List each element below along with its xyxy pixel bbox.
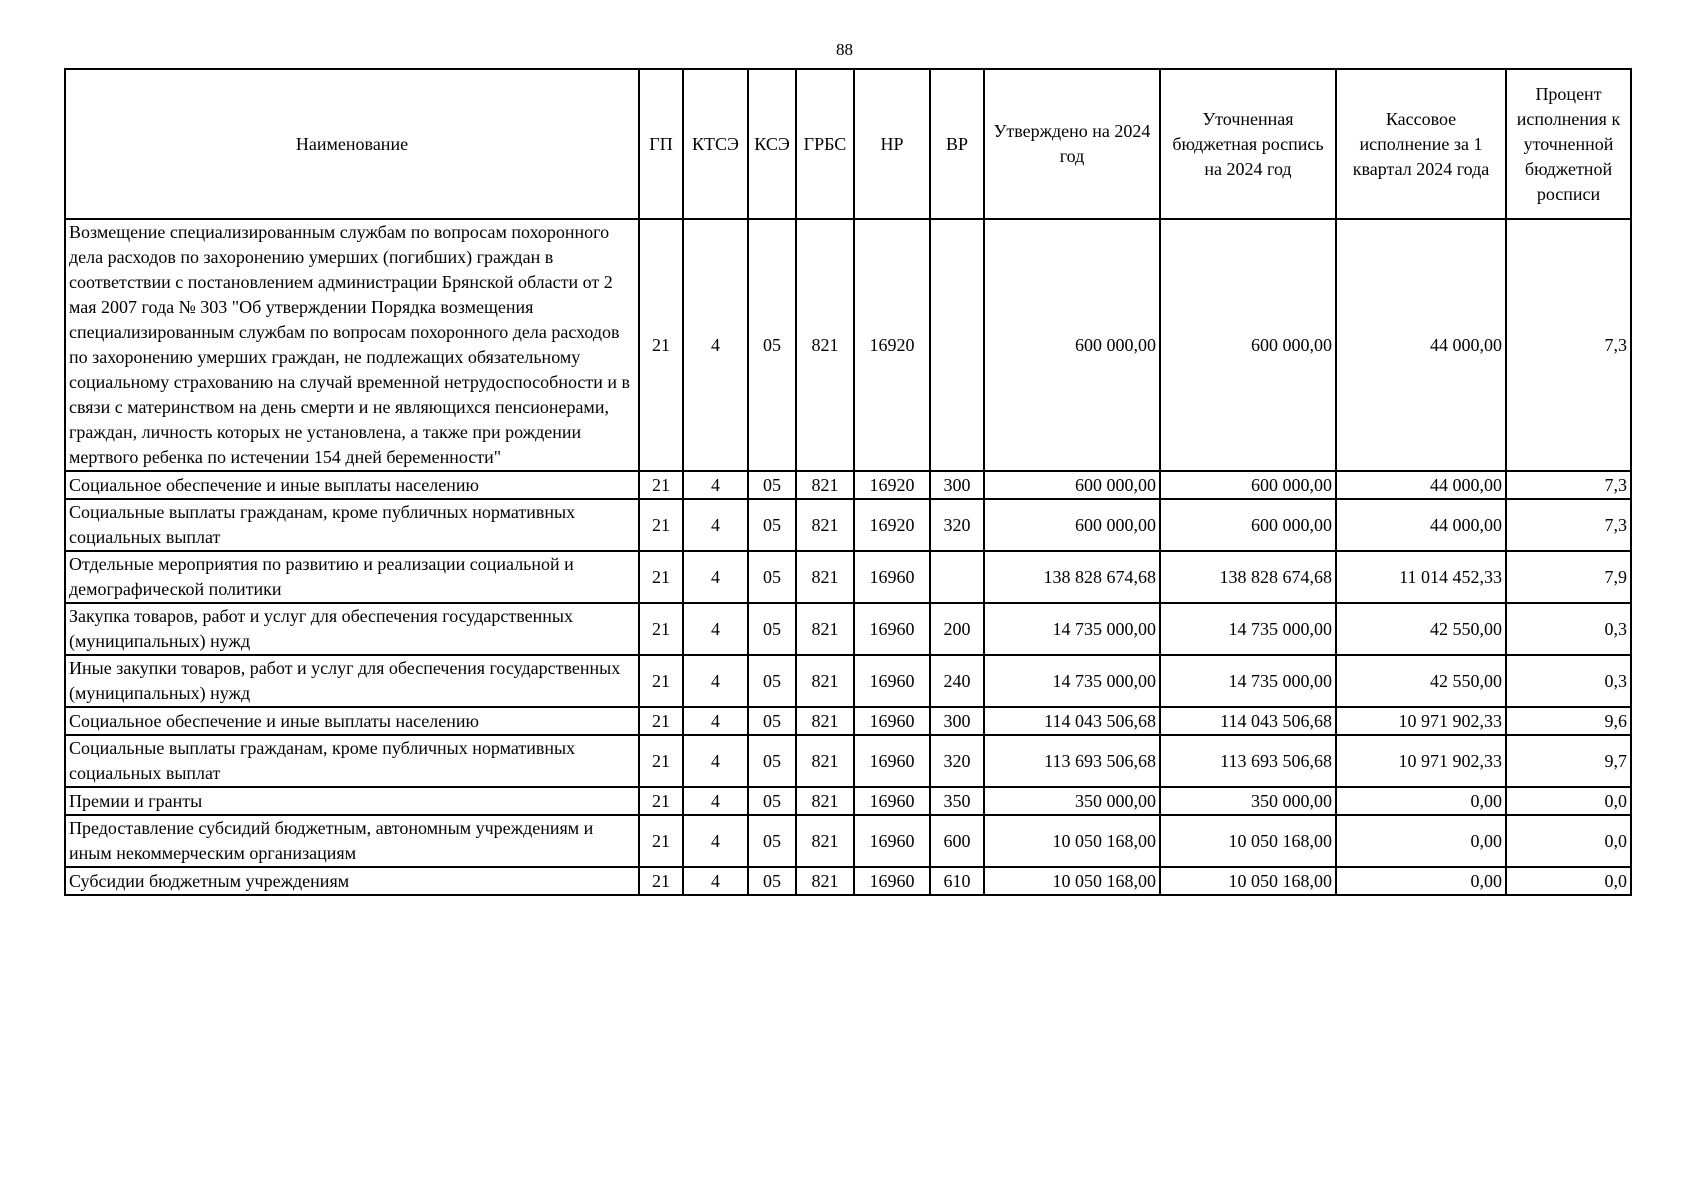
cell-gp: 21 <box>639 735 683 787</box>
cell-vr: 320 <box>930 735 984 787</box>
cell-nr: 16920 <box>854 499 930 551</box>
table-row <box>65 655 1631 707</box>
cell-cash: 44 000,00 <box>1336 471 1506 499</box>
cell-kse: 05 <box>748 219 796 471</box>
cell-grbs: 821 <box>796 219 854 471</box>
cell-percent: 0,3 <box>1506 655 1631 707</box>
cell-kse: 05 <box>748 499 796 551</box>
header-cash: Кассовое исполнение за 1 квартал 2024 года <box>1336 69 1506 219</box>
cell-approved: 600 000,00 <box>984 471 1160 499</box>
cell-refined: 114 043 506,68 <box>1160 707 1336 735</box>
cell-refined: 14 735 000,00 <box>1160 603 1336 655</box>
header-gp: ГП <box>639 69 683 219</box>
cell-grbs: 821 <box>796 499 854 551</box>
cell-cash: 42 550,00 <box>1336 655 1506 707</box>
cell-approved: 14 735 000,00 <box>984 603 1160 655</box>
cell-grbs: 821 <box>796 471 854 499</box>
cell-refined: 10 050 168,00 <box>1160 815 1336 867</box>
cell-cash: 42 550,00 <box>1336 603 1506 655</box>
cell-approved: 14 735 000,00 <box>984 655 1160 707</box>
cell-refined: 10 050 168,00 <box>1160 867 1336 895</box>
cell-name: Премии и гранты <box>65 787 639 815</box>
cell-percent: 0,3 <box>1506 603 1631 655</box>
cell-nr: 16960 <box>854 603 930 655</box>
cell-vr: 610 <box>930 867 984 895</box>
cell-cash: 44 000,00 <box>1336 499 1506 551</box>
cell-kse: 05 <box>748 603 796 655</box>
cell-percent: 7,3 <box>1506 499 1631 551</box>
cell-kse: 05 <box>748 551 796 603</box>
cell-percent: 7,3 <box>1506 219 1631 471</box>
cell-approved: 113 693 506,68 <box>984 735 1160 787</box>
cell-grbs: 821 <box>796 815 854 867</box>
table-row <box>65 471 1631 499</box>
cell-ktse: 4 <box>683 735 748 787</box>
cell-name: Субсидии бюджетным учреждениям <box>65 867 639 895</box>
cell-grbs: 821 <box>796 707 854 735</box>
cell-vr: 320 <box>930 499 984 551</box>
cell-refined: 600 000,00 <box>1160 471 1336 499</box>
budget-table <box>64 68 1632 896</box>
cell-ktse: 4 <box>683 815 748 867</box>
cell-name: Отдельные мероприятия по развитию и реализации социальной и демографической политики <box>65 551 639 603</box>
cell-refined: 600 000,00 <box>1160 499 1336 551</box>
cell-name: Социальное обеспечение и иные выплаты населению <box>65 471 639 499</box>
cell-gp: 21 <box>639 219 683 471</box>
header-kse: КСЭ <box>748 69 796 219</box>
cell-approved: 600 000,00 <box>984 499 1160 551</box>
cell-name: Предоставление субсидий бюджетным, автономным учреждениям и иным некоммерческим организациям <box>65 815 639 867</box>
cell-ktse: 4 <box>683 867 748 895</box>
cell-ktse: 4 <box>683 787 748 815</box>
cell-vr: 600 <box>930 815 984 867</box>
cell-nr: 16920 <box>854 471 930 499</box>
header-percent: Процент исполнения к уточненной бюджетной росписи <box>1506 69 1631 219</box>
cell-percent: 9,7 <box>1506 735 1631 787</box>
cell-approved: 600 000,00 <box>984 219 1160 471</box>
cell-gp: 21 <box>639 603 683 655</box>
cell-vr <box>930 551 984 603</box>
header-vr: ВР <box>930 69 984 219</box>
cell-ktse: 4 <box>683 499 748 551</box>
cell-percent: 0,0 <box>1506 815 1631 867</box>
cell-refined: 113 693 506,68 <box>1160 735 1336 787</box>
cell-kse: 05 <box>748 787 796 815</box>
header-refined: Уточненная бюджетная роспись на 2024 год <box>1160 69 1336 219</box>
cell-nr: 16920 <box>854 219 930 471</box>
cell-percent: 9,6 <box>1506 707 1631 735</box>
cell-grbs: 821 <box>796 551 854 603</box>
table-row <box>65 787 1631 815</box>
table-row <box>65 551 1631 603</box>
cell-vr: 200 <box>930 603 984 655</box>
header-name: Наименование <box>65 69 639 219</box>
cell-name: Социальные выплаты гражданам, кроме публичных нормативных социальных выплат <box>65 735 639 787</box>
cell-cash: 0,00 <box>1336 787 1506 815</box>
cell-name: Иные закупки товаров, работ и услуг для обеспечения государственных (муниципальных) нужд <box>65 655 639 707</box>
cell-nr: 16960 <box>854 815 930 867</box>
header-approved: Утверждено на 2024 год <box>984 69 1160 219</box>
cell-vr: 300 <box>930 707 984 735</box>
cell-gp: 21 <box>639 471 683 499</box>
cell-kse: 05 <box>748 655 796 707</box>
table-row <box>65 499 1631 551</box>
cell-gp: 21 <box>639 655 683 707</box>
table-row <box>65 815 1631 867</box>
header-ktse: КТСЭ <box>683 69 748 219</box>
cell-refined: 14 735 000,00 <box>1160 655 1336 707</box>
cell-grbs: 821 <box>796 867 854 895</box>
cell-vr <box>930 219 984 471</box>
cell-ktse: 4 <box>683 655 748 707</box>
cell-ktse: 4 <box>683 551 748 603</box>
cell-ktse: 4 <box>683 707 748 735</box>
cell-cash: 10 971 902,33 <box>1336 735 1506 787</box>
cell-grbs: 821 <box>796 655 854 707</box>
cell-cash: 0,00 <box>1336 867 1506 895</box>
table-row <box>65 867 1631 895</box>
cell-name: Социальные выплаты гражданам, кроме публичных нормативных социальных выплат <box>65 499 639 551</box>
cell-approved: 10 050 168,00 <box>984 815 1160 867</box>
cell-kse: 05 <box>748 707 796 735</box>
cell-refined: 138 828 674,68 <box>1160 551 1336 603</box>
cell-percent: 7,3 <box>1506 471 1631 499</box>
cell-nr: 16960 <box>854 655 930 707</box>
cell-kse: 05 <box>748 735 796 787</box>
cell-grbs: 821 <box>796 603 854 655</box>
cell-approved: 138 828 674,68 <box>984 551 1160 603</box>
cell-nr: 16960 <box>854 867 930 895</box>
header-nr: НР <box>854 69 930 219</box>
cell-approved: 114 043 506,68 <box>984 707 1160 735</box>
cell-name: Возмещение специализированным службам по вопросам похоронного дела расходов по захоронению умерших (погибших) граждан в соответствии с постановлением администрации Брянской области от 2 мая 2007 года № 303 "Об утверждении Порядка возмещения специализированным службам по вопросам похоронного дела расходов по захоронению умерших граждан, не подлежащих обязательному социальному страхованию на случай временной нетрудоспособности и в связи с материнством на день смерти и не являющихся пенсионерами, граждан, личность которых не установлена, а также при рождении мертвого ребенка по истечении 154 дней беременности" <box>65 219 639 471</box>
cell-ktse: 4 <box>683 603 748 655</box>
cell-name: Закупка товаров, работ и услуг для обеспечения государственных (муниципальных) нужд <box>65 603 639 655</box>
table-row <box>65 603 1631 655</box>
cell-grbs: 821 <box>796 787 854 815</box>
cell-gp: 21 <box>639 787 683 815</box>
cell-cash: 0,00 <box>1336 815 1506 867</box>
cell-approved: 350 000,00 <box>984 787 1160 815</box>
header-grbs: ГРБС <box>796 69 854 219</box>
cell-nr: 16960 <box>854 787 930 815</box>
cell-nr: 16960 <box>854 551 930 603</box>
cell-cash: 44 000,00 <box>1336 219 1506 471</box>
cell-approved: 10 050 168,00 <box>984 867 1160 895</box>
cell-nr: 16960 <box>854 707 930 735</box>
cell-gp: 21 <box>639 707 683 735</box>
page-number: 88 <box>836 40 853 59</box>
cell-cash: 11 014 452,33 <box>1336 551 1506 603</box>
cell-ktse: 4 <box>683 471 748 499</box>
cell-refined: 600 000,00 <box>1160 219 1336 471</box>
cell-vr: 240 <box>930 655 984 707</box>
cell-gp: 21 <box>639 499 683 551</box>
table-header-row <box>65 69 1631 219</box>
table-row <box>65 219 1631 471</box>
cell-ktse: 4 <box>683 219 748 471</box>
table-body <box>65 219 1631 895</box>
cell-gp: 21 <box>639 551 683 603</box>
table-row <box>65 707 1631 735</box>
cell-grbs: 821 <box>796 735 854 787</box>
cell-refined: 350 000,00 <box>1160 787 1336 815</box>
cell-kse: 05 <box>748 815 796 867</box>
cell-vr: 350 <box>930 787 984 815</box>
cell-gp: 21 <box>639 815 683 867</box>
cell-name: Социальное обеспечение и иные выплаты населению <box>65 707 639 735</box>
cell-nr: 16960 <box>854 735 930 787</box>
table-row <box>65 735 1631 787</box>
cell-gp: 21 <box>639 867 683 895</box>
cell-percent: 7,9 <box>1506 551 1631 603</box>
cell-percent: 0,0 <box>1506 787 1631 815</box>
cell-kse: 05 <box>748 867 796 895</box>
cell-kse: 05 <box>748 471 796 499</box>
cell-vr: 300 <box>930 471 984 499</box>
cell-cash: 10 971 902,33 <box>1336 707 1506 735</box>
cell-percent: 0,0 <box>1506 867 1631 895</box>
